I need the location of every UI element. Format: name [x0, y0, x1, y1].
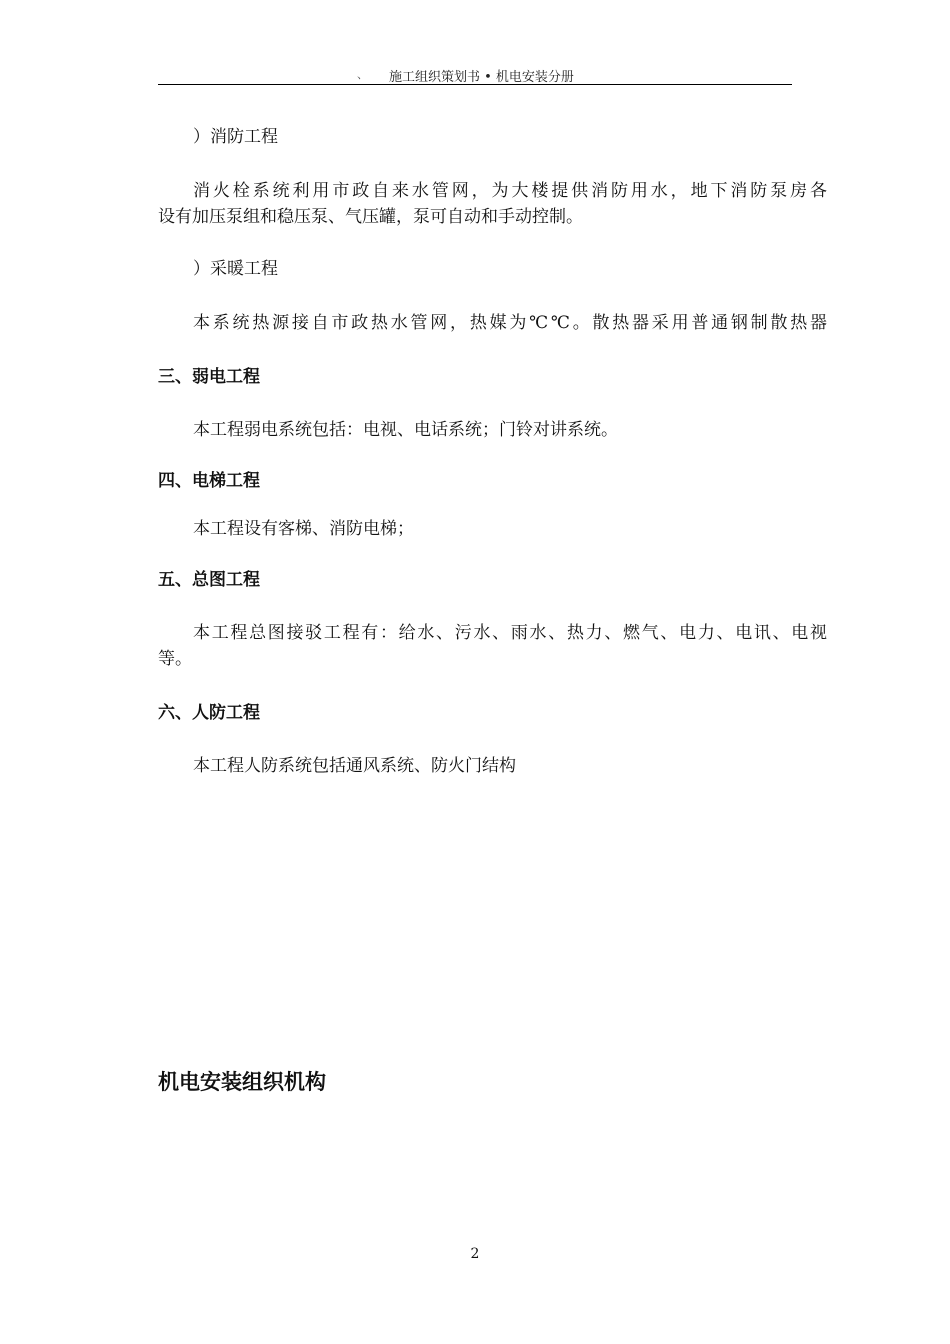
site-plan-paragraph-line2: 等。	[158, 649, 192, 669]
header-rule	[158, 84, 792, 85]
fire-heading: ）消防工程	[193, 127, 278, 147]
fire-paragraph-line1: 消火栓系统利用市政自来水管网，为大楼提供消防用水，地下消防泵房各	[193, 181, 827, 201]
site-plan-heading: 五、总图工程	[158, 570, 260, 590]
elevator-paragraph: 本工程设有客梯、消防电梯；	[193, 519, 414, 539]
header-title: 施工组织策划书 • 机电安装分册	[389, 70, 574, 85]
civil-defense-paragraph: 本工程人防系统包括通风系统、防火门结构	[193, 756, 516, 776]
weak-current-paragraph: 本工程弱电系统包括：电视、电话系统；门铃对讲系统。	[193, 420, 618, 440]
elevator-heading: 四、电梯工程	[158, 471, 260, 491]
civil-defense-heading: 六、人防工程	[158, 703, 260, 723]
section-title: 机电安装组织机构	[158, 1070, 326, 1094]
heating-paragraph: 本系统热源接自市政热水管网，热媒为℃℃。散热器采用普通钢制散热器	[193, 313, 827, 333]
fire-paragraph-line2: 设有加压泵组和稳压泵、气压罐，泵可自动和手动控制。	[158, 207, 583, 227]
page-number: 2	[470, 1246, 480, 1262]
weak-current-heading: 三、弱电工程	[158, 367, 260, 387]
header-mark: 、	[357, 68, 368, 81]
site-plan-paragraph-line1: 本工程总图接驳工程有：给水、污水、雨水、热力、燃气、电力、电讯、电视	[193, 623, 827, 643]
heating-heading: ）采暖工程	[193, 259, 278, 279]
